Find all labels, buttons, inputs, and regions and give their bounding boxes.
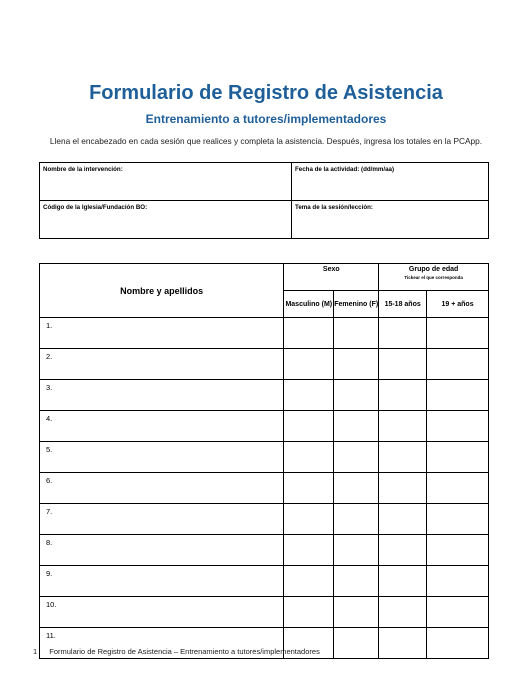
row-number: 6. — [46, 476, 53, 485]
attendance-row — [40, 380, 489, 411]
form-title: Formulario de Registro de Asistencia — [89, 82, 443, 104]
age-15-18-cell[interactable] — [379, 411, 427, 442]
female-cell[interactable] — [334, 318, 379, 349]
female-cell[interactable] — [334, 442, 379, 473]
row-number: 10. — [46, 600, 57, 609]
church-code-label: Código de la Iglesia/Fundación BO: — [43, 204, 148, 211]
age-19-plus-cell[interactable] — [427, 504, 489, 535]
male-cell[interactable] — [284, 442, 334, 473]
female-cell[interactable] — [334, 628, 379, 659]
instructions-text: Llena el encabezado en cada sesión que realices y completa la asistencia. Después, ingresa los totales en la PCApp. — [49, 136, 483, 146]
attendance-table — [39, 263, 489, 659]
row-number: 3. — [46, 383, 53, 392]
intervention-label: Nombre de la intervención: — [43, 166, 123, 173]
female-cell[interactable] — [334, 566, 379, 597]
attendance-row — [40, 473, 489, 504]
male-cell[interactable] — [284, 318, 334, 349]
age-15-18-cell[interactable] — [379, 318, 427, 349]
name-cell[interactable] — [40, 504, 284, 535]
age-19-plus-cell[interactable] — [427, 442, 489, 473]
row-number: 9. — [46, 569, 53, 578]
age-19-plus-column-header: 19 + años — [427, 291, 489, 318]
age-15-18-column-header: 15-18 años — [379, 291, 427, 318]
row-number: 5. — [46, 445, 53, 454]
female-cell[interactable] — [334, 473, 379, 504]
age-19-plus-cell[interactable] — [427, 411, 489, 442]
female-cell[interactable] — [334, 535, 379, 566]
row-number: 7. — [46, 507, 53, 516]
age-15-18-cell[interactable] — [379, 380, 427, 411]
male-cell[interactable] — [284, 535, 334, 566]
female-cell[interactable] — [334, 349, 379, 380]
name-cell[interactable] — [40, 411, 284, 442]
age-15-18-cell[interactable] — [379, 628, 427, 659]
male-cell[interactable] — [284, 566, 334, 597]
age-15-18-cell[interactable] — [379, 566, 427, 597]
male-cell[interactable] — [284, 349, 334, 380]
female-column-header: Femenino (F) — [334, 291, 379, 318]
row-number: 1. — [46, 321, 53, 330]
age-group-note: Tickear el que corresponda — [404, 275, 463, 280]
age-19-plus-cell[interactable] — [427, 597, 489, 628]
date-field[interactable] — [292, 163, 489, 201]
topic-field[interactable] — [292, 201, 489, 239]
page-footer — [33, 647, 320, 656]
name-cell[interactable] — [40, 535, 284, 566]
female-cell[interactable] — [334, 597, 379, 628]
name-cell[interactable] — [40, 442, 284, 473]
age-15-18-cell[interactable] — [379, 473, 427, 504]
age-15-18-cell[interactable] — [379, 504, 427, 535]
age-group-column-header — [379, 264, 489, 291]
row-number: 4. — [46, 414, 53, 423]
attendance-row — [40, 318, 489, 349]
church-code-field[interactable] — [40, 201, 292, 239]
name-cell[interactable] — [40, 349, 284, 380]
female-cell[interactable] — [334, 380, 379, 411]
row-number: 11. — [46, 631, 56, 640]
male-cell[interactable] — [284, 597, 334, 628]
topic-label: Tema de la sesión/lección: — [295, 204, 373, 211]
name-cell[interactable] — [40, 597, 284, 628]
name-column-header: Nombre y apellidos — [40, 264, 284, 318]
attendance-row — [40, 411, 489, 442]
male-column-header: Masculino (M) — [284, 291, 334, 318]
date-label: Fecha de la actividad: (dd/mm/aa) — [295, 166, 395, 173]
age-15-18-cell[interactable] — [379, 597, 427, 628]
page-number: 1 — [33, 647, 38, 656]
male-cell[interactable] — [284, 411, 334, 442]
sex-column-header: Sexo — [284, 264, 379, 291]
name-cell[interactable] — [40, 318, 284, 349]
attendance-row — [40, 504, 489, 535]
row-number: 2. — [46, 352, 53, 361]
row-number: 8. — [46, 538, 53, 547]
age-15-18-cell[interactable] — [379, 535, 427, 566]
age-19-plus-cell[interactable] — [427, 628, 489, 659]
female-cell[interactable] — [334, 504, 379, 535]
attendance-row — [40, 597, 489, 628]
name-cell[interactable] — [40, 566, 284, 597]
female-cell[interactable] — [334, 411, 379, 442]
age-19-plus-cell[interactable] — [427, 535, 489, 566]
attendance-rows — [40, 318, 489, 659]
name-cell[interactable] — [40, 473, 284, 504]
form-subtitle: Entrenamiento a tutores/implementadores — [145, 112, 387, 126]
intervention-field[interactable] — [40, 163, 292, 201]
male-cell[interactable] — [284, 473, 334, 504]
age-19-plus-cell[interactable] — [427, 349, 489, 380]
attendance-row — [40, 349, 489, 380]
age-group-label: Grupo de edad — [408, 266, 459, 273]
age-19-plus-cell[interactable] — [427, 473, 489, 504]
attendance-row — [40, 535, 489, 566]
male-cell[interactable] — [284, 380, 334, 411]
age-19-plus-cell[interactable] — [427, 380, 489, 411]
age-19-plus-cell[interactable] — [427, 318, 489, 349]
age-15-18-cell[interactable] — [379, 349, 427, 380]
attendance-row — [40, 442, 489, 473]
age-19-plus-cell[interactable] — [427, 566, 489, 597]
footer-text: Formulario de Registro de Asistencia – Entrenamiento a tutores/implementadores — [49, 647, 320, 656]
header-fields-table — [39, 162, 489, 239]
name-cell[interactable] — [40, 380, 284, 411]
male-cell[interactable] — [284, 504, 334, 535]
age-15-18-cell[interactable] — [379, 442, 427, 473]
attendance-row — [40, 566, 489, 597]
